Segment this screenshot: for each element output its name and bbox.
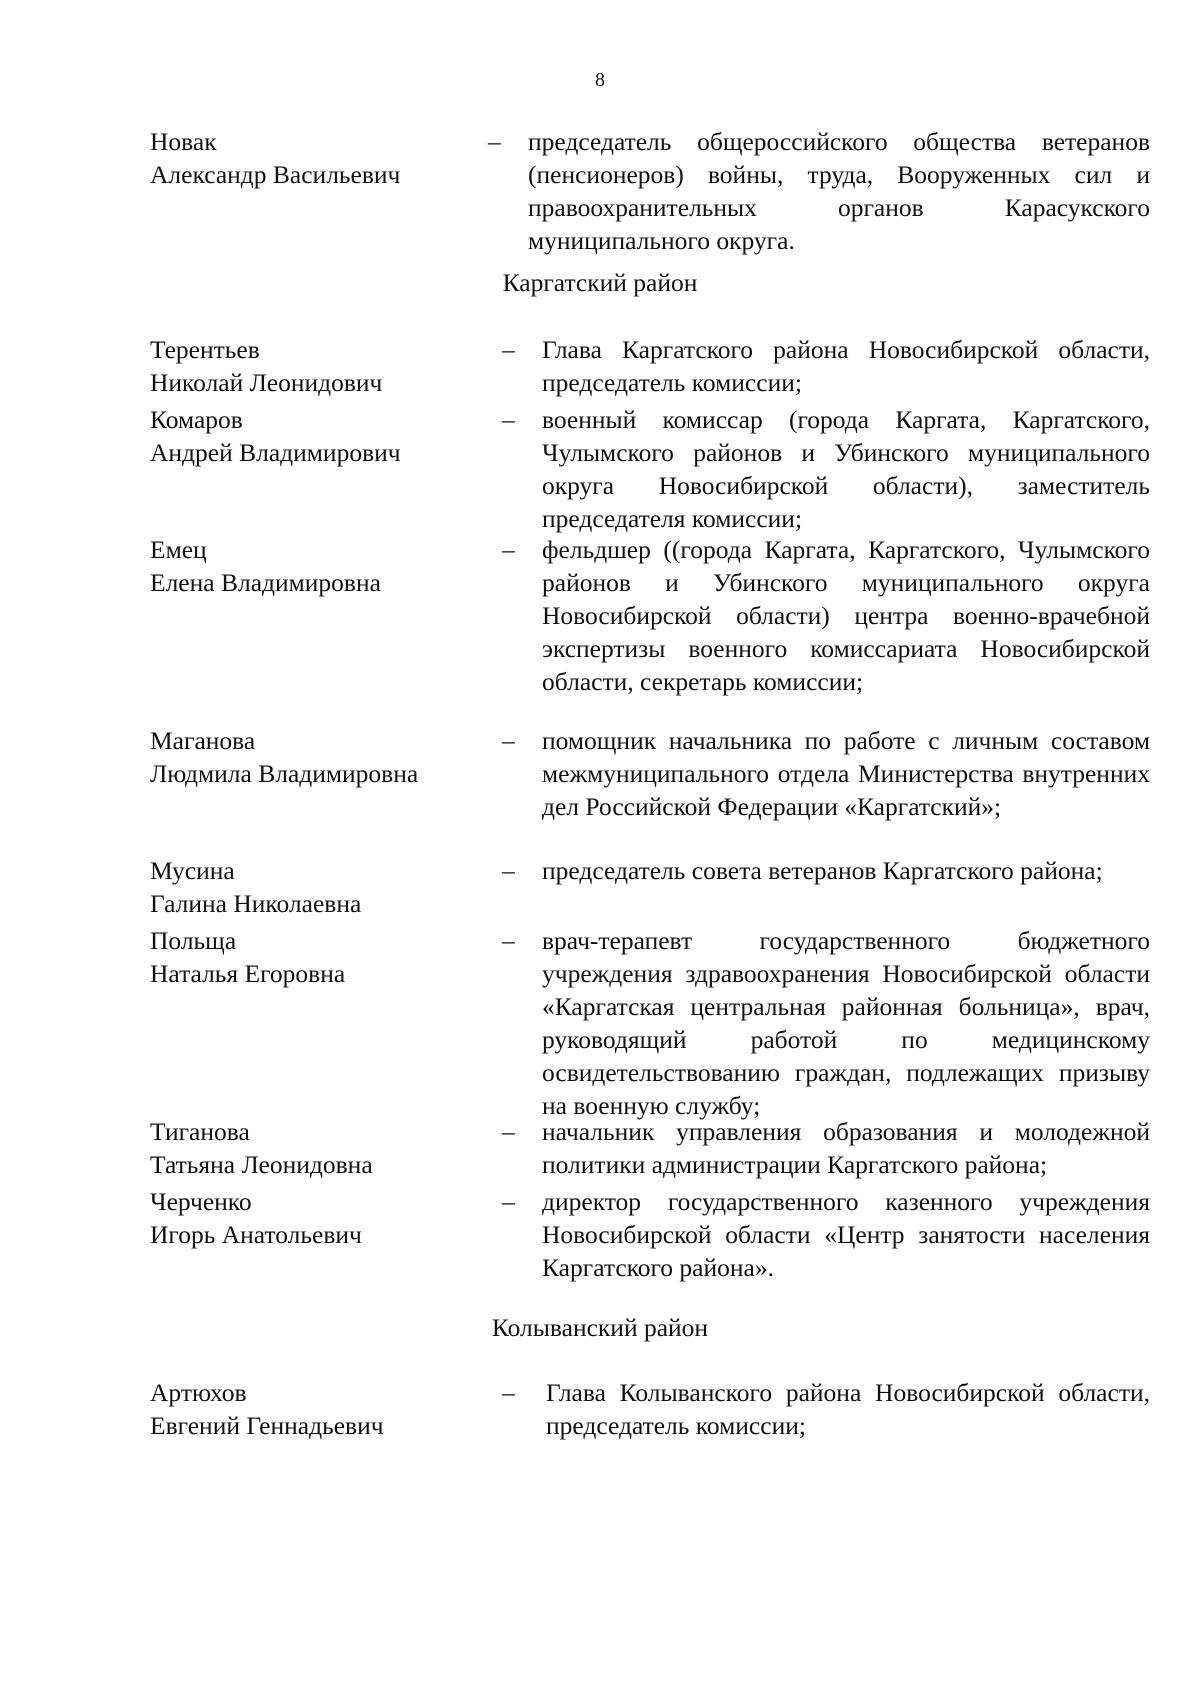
- dash-separator: –: [502, 726, 515, 755]
- dash-separator: –: [502, 1187, 515, 1216]
- member-given-names: Андрей Владимирович: [150, 438, 401, 467]
- member-name: [150, 333, 480, 399]
- member-name: [150, 1185, 480, 1251]
- member-name: [150, 1376, 480, 1442]
- member-given-names: Александр Васильевич: [150, 160, 401, 189]
- member-role: Глава Колыванского района Новосибирской области, председатель комиссии;: [546, 1378, 1150, 1440]
- member-role: начальник управления образования и молодежной политики администрации Каргатского района;: [542, 1117, 1150, 1179]
- member-given-names: Людмила Владимировна: [150, 759, 419, 788]
- member-surname: Маганова: [150, 726, 256, 755]
- member-role: военный комиссар (города Каргата, Каргатского, Чулымского районов и Убинского муниципального округа Новосибирской области), заместитель председателя комиссии;: [542, 405, 1150, 533]
- dash-separator: –: [502, 405, 515, 434]
- dash-separator: –: [502, 856, 515, 885]
- member-surname: Артюхов: [150, 1378, 247, 1407]
- member-role: директор государственного казенного учреждения Новосибирской области «Центр занятости населения Каргатского района».: [542, 1187, 1150, 1282]
- member-surname: Польща: [150, 926, 237, 955]
- member-given-names: Галина Николаевна: [150, 889, 362, 918]
- page-number: 8: [595, 69, 605, 91]
- member-name: [150, 125, 480, 191]
- member-surname: Тиганова: [150, 1117, 250, 1146]
- member-given-names: Татьяна Леонидовна: [150, 1150, 373, 1179]
- dash-separator: –: [502, 926, 515, 955]
- member-given-names: Елена Владимировна: [150, 568, 381, 597]
- member-surname: Новак: [150, 127, 217, 156]
- member-role: помощник начальника по работе с личным составом межмуниципального отдела Министерства внутренних дел Российской Федерации «Каргатский»;: [542, 726, 1150, 821]
- member-surname: Мусина: [150, 856, 235, 885]
- member-role: Глава Каргатского района Новосибирской области, председатель комиссии;: [542, 335, 1150, 397]
- member-given-names: Николай Леонидович: [150, 368, 383, 397]
- dash-separator: –: [502, 335, 515, 364]
- member-given-names: Наталья Егоровна: [150, 959, 346, 988]
- section-heading-kargat: Каргатский район: [502, 268, 698, 297]
- member-surname: Комаров: [150, 405, 243, 434]
- dash-separator: –: [502, 535, 515, 564]
- member-given-names: Евгений Геннадьевич: [150, 1411, 384, 1440]
- dash-separator: –: [488, 127, 501, 156]
- member-name: [150, 854, 480, 920]
- member-name: [150, 1115, 480, 1181]
- member-role: председатель совета ветеранов Каргатского района;: [542, 856, 1103, 885]
- member-surname: Емец: [150, 535, 207, 564]
- member-role: председатель общероссийского общества ветеранов (пенсионеров) войны, труда, Вооруженных сил и правоохранительных органов Карасукского муниципального округа.: [528, 127, 1150, 255]
- member-surname: Черченко: [150, 1187, 252, 1216]
- section-heading-kolyvan: Колыванский район: [491, 1313, 709, 1342]
- member-role: врач-терапевт государственного бюджетного учреждения здравоохранения Новосибирской области «Каргатская центральная районная больница», врач, руководящий работой по медицинскому освидетельствованию граждан, подлежащих призыву на военную службу;: [542, 926, 1150, 1120]
- member-name: [150, 533, 480, 599]
- member-name: [150, 924, 480, 990]
- member-role: фельдшер ((города Каргата, Каргатского, Чулымского районов и Убинского муниципального округа Новосибирской области) центра военно-врачебной экспертизы военного комиссариата Новосибирской области, секретарь комиссии;: [542, 535, 1150, 696]
- member-name: [150, 724, 480, 790]
- dash-separator: –: [502, 1117, 515, 1146]
- member-name: [150, 403, 480, 469]
- member-surname: Терентьев: [150, 335, 260, 364]
- member-given-names: Игорь Анатольевич: [150, 1220, 362, 1249]
- dash-separator: –: [502, 1378, 515, 1407]
